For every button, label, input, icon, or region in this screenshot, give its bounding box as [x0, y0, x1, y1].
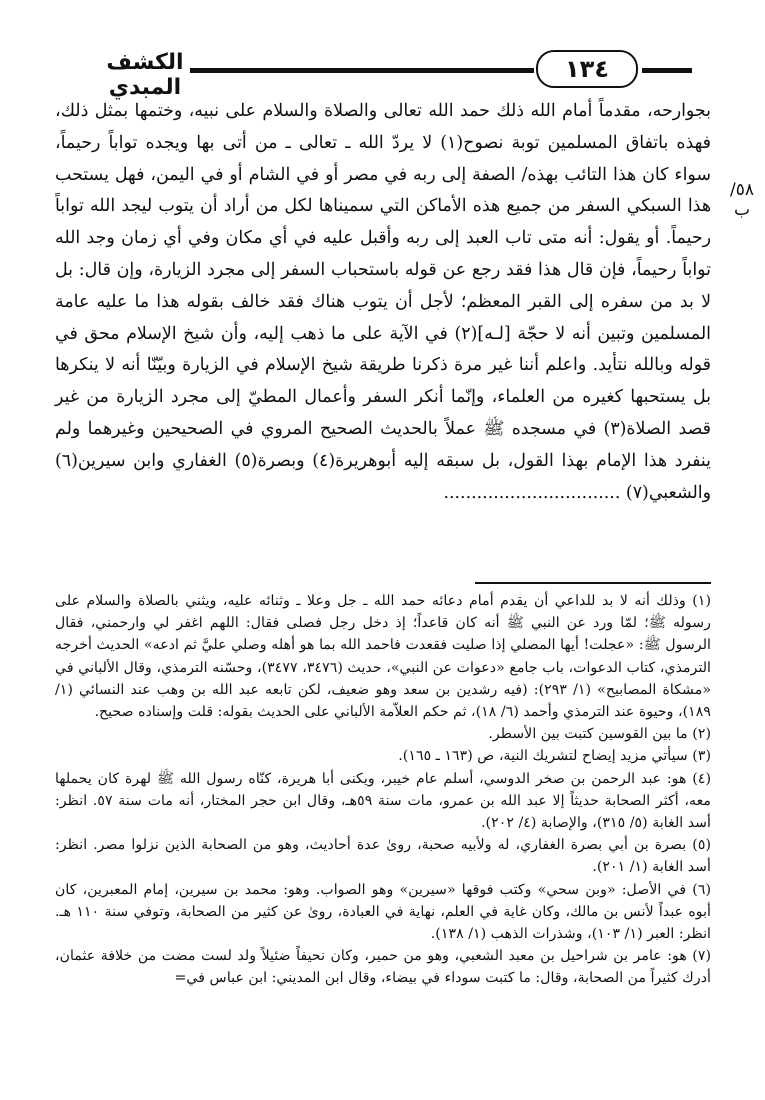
footnote-separator — [475, 582, 711, 584]
footnote-7: (٧) هو: عامر بن شراحيل بن معبد الشعبي، وهو من حمير، وكان نحيفاً ضئيلاً ولد لست مضت من خلافة عثمان، أدرك كثيراً من الصحابة، وقال: ما كتبت سوداء في بيضاء، وقال ابن المديني: ابن عباس في= — [55, 948, 711, 987]
footnote-5: (٥) بصرة بن أبي بصرة الغفاري، له ولأبيه صحبة، روىٰ عدة أحاديث، وهو من الصحابة الذين نزلوا مصر. انظر: أسد الغابة (١/ ٢٠١). — [55, 837, 711, 876]
footnote-6: (٦) في الأصل: «وبن سحي» وكتب فوقها «سيرين» وهو الصواب. وهو: محمد بن سيرين، إمام المعبرين، كان أبوه عبداً لأنس بن مالك، وكان غاية في العلم، نهاية في العبادة، روىٰ عن كثير من الصحابة، وتوفي سنة ١١٠ هـ. انظر: العبر (١/ ١٠٣)، وشذرات الذهب (١/ ١٣٨). — [55, 881, 711, 943]
main-text — [55, 96, 711, 509]
margin-folio-note: ٥٨/ب — [730, 180, 754, 220]
footnote-3: (٣) سيأتي مزيد إيضاح لتشريك النية، ص (١٦٣ ـ ١٦٥). — [398, 748, 711, 765]
header-rule-right — [642, 68, 692, 73]
footnote-4: (٤) هو: عبد الرحمن بن صخر الدوسي، أسلم عام خيبر، ويكنى أبا هريرة، كنّاه رسول الله ﷺ لهرة كان يحملها معه، أكثر الصحابة حديثاً إلا عبد الله بن عمرو، مات سنة ٥٩هـ، وقال ابن حجر المختار، أنه مات سنة ٥٧. انظر: أسد الغابة (٥/ ٣١٥)، والإصابة (٤/ ٢٠٢). — [55, 770, 712, 832]
page-number: ١٣٤ — [536, 50, 638, 88]
body-paragraph: بجوارحه، مقدماً أمام الله ذلك حمد الله تعالى والصلاة والسلام على نبيه، وختمها بمثل ذلك، فهذه باتفاق المسلمين توبة نصوح(١) لا يردّ الله ـ تعالى ـ من أتى بها ويجده تواباً رحيماً، سواء كان هذا التائب بهذه/ الصفة إلى ربه في مصر أو في الشام أو في اليمن، فهل يستحب هذا السبكي السفر من جميع هذه الأماكن التي سميناها لكل من أراد أن يتوب ليجد الله تواباً رحيماً. أو يقول: أنه متى تاب العبد إلى ربه وأقبل عليه في أي مكان وفي أي زمان وجد الله تواباً رحيماً، فإن قال هذا فقد رجع عن قوله باستحباب السفر إلى مجرد الزيارة، وإن قال: بل لا بد من سفره إلى القبر المعظم؛ لأجل أن يتوب هناك فقد خالف بقوله هذا ما عليه عامة المسلمين وتبين أنه لا حجّة [لـه](٢) في الآية على ما ذهب إليه، وأن شيخ الإسلام محق في قوله وبالله نتأيد. واعلم أننا غير مرة ذكرنا طريقة شيخ الإسلام في الزيارة وبيّنّا أنه لا ينكرها بل يستحبها كغيره من العلماء، وإنّما أنكر السفر وأعمال المطيّ إلى مجرد الزيارة من غير قصد الصلاة(٣) في مسجده ﷺ عملاً بالحديث الصحيح المروي في الصحيحين وغيرهما ولم ينفرد هذا الإمام بهذا القول، بل سبقه إليه أبوهريرة(٤) وبصرة(٥) الغفاري وابن سيرين(٦) والشعبي(٧) ................................ — [55, 101, 711, 503]
footnote-1: (١) وذلك أنه لا بد للداعي أن يقدم أمام دعائه حمد الله ـ جل وعلا ـ وثنائه عليه، ويثني بالصلاة والسلام على رسوله ﷺ؛ لمّا ورد عن النبي ﷺ أنه كان قاعداً؛ إذ دخل رجل فصلى فقال: اللهم اغفر لي وارحمني، فقال الرسول ﷺ: «عجلت! أيها المصلي إذا صليت فقعدت فاحمد الله بما هو أهله وصلي عليَّ ثم ادعه» الحديث أخرجه الترمذي، كتاب الدعوات، باب جامع «دعوات عن النبي»، حديث (٣٤٧٦، ٣٤٧٧)، وحسّنه الترمذي، وقال الألباني في «مشكاة المصابيح» (١/ ٢٩٣): (فيه رشدين بن سعد وهو ضعيف، لكن تابعه عبد الله بن وهب عند النسائي (١/ ١٨٩)، وحيوة عند الترمذي وأحمد (٦/ ١٨)، ثم حكم العلاّمة الألباني على الحديث بقوله: قلت وإسناده صحيح. — [55, 593, 712, 721]
book-title: الكشف المبدي — [100, 50, 190, 100]
footnotes — [55, 590, 711, 990]
header-rule-left — [190, 68, 534, 73]
footnote-2: (٢) ما بين القوسين كتبت بين الأسطر. — [488, 726, 711, 743]
page-header — [40, 48, 712, 100]
